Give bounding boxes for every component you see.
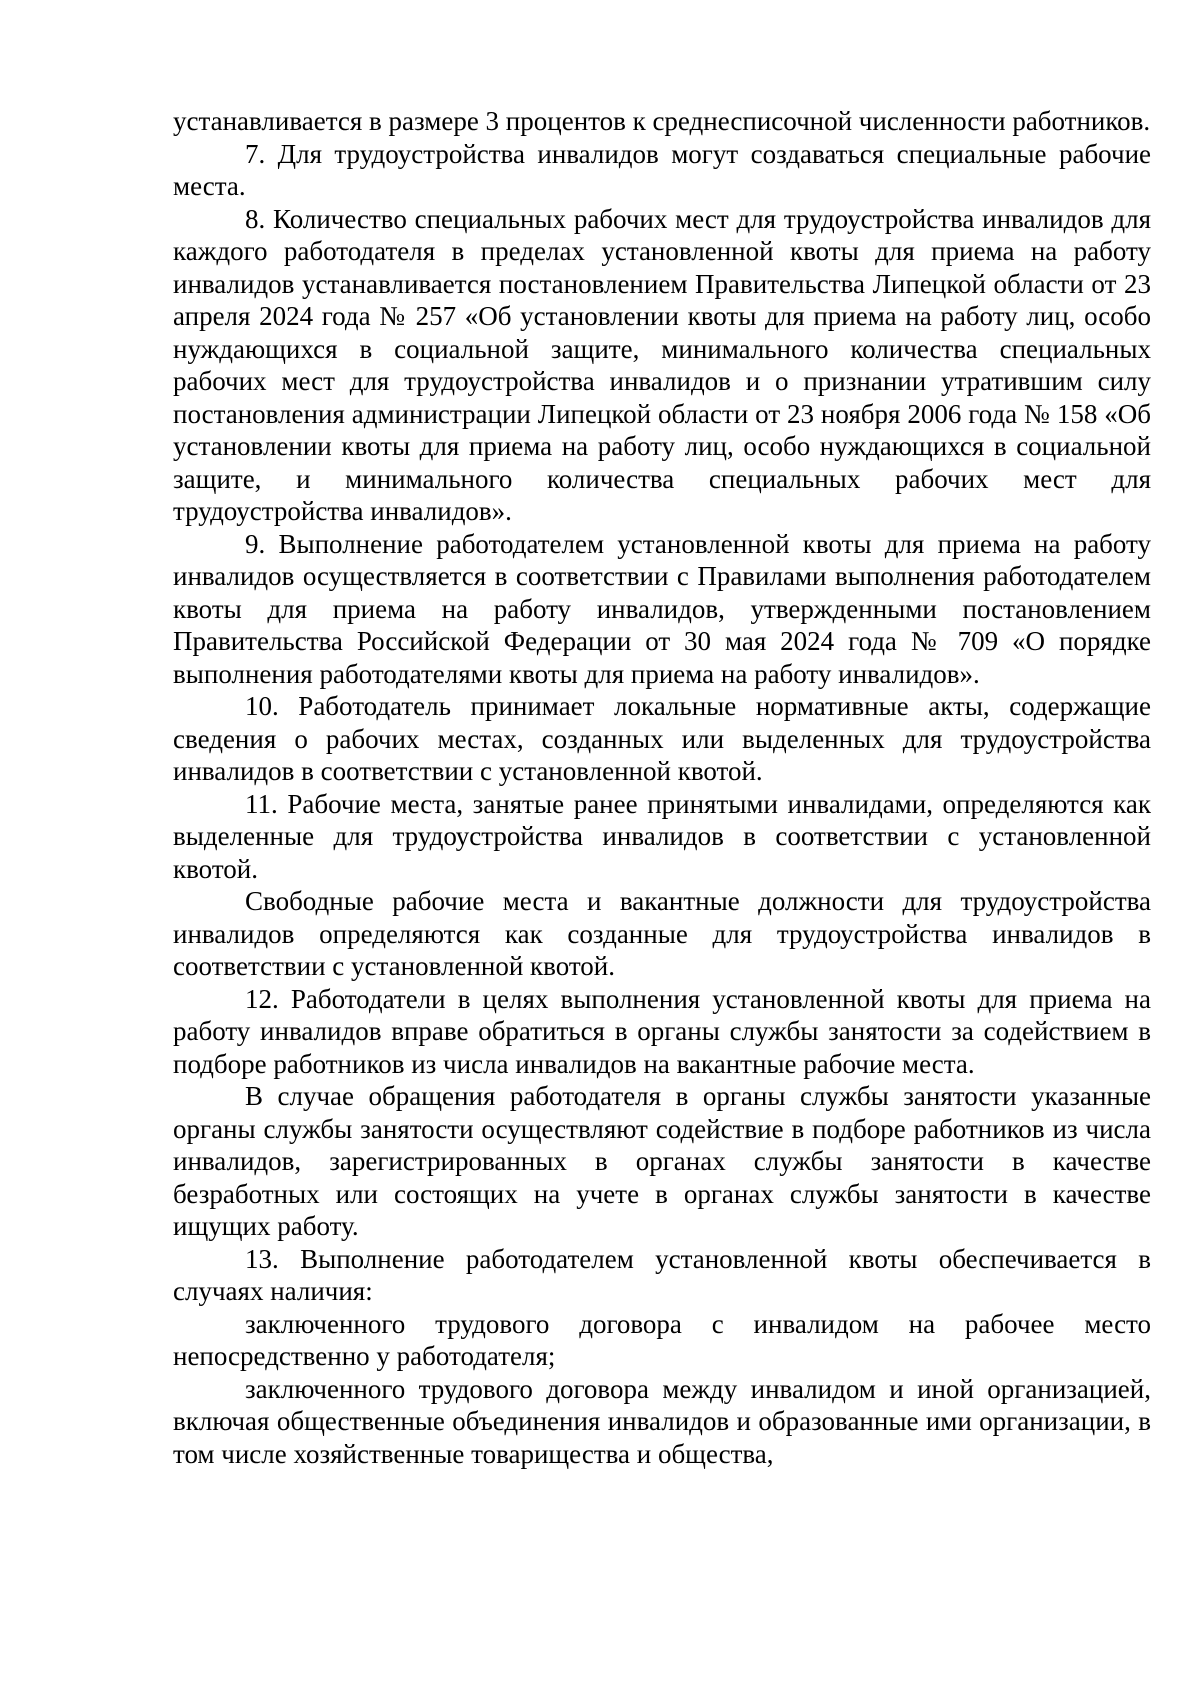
paragraph-contract-other-org: заключенного трудового договора между инвалидом и иной организацией, включая общественные объединения инвалидов и образованные ими организации, в том числе хозяйственные товарищества и общества, (173, 1373, 1151, 1469)
paragraph-quota-size: устанавливается в размере 3 процентов к среднесписочной численности работников. (173, 106, 1151, 136)
paragraph-free-workplaces: Свободные рабочие места и вакантные должности для трудоустройства инвалидов определяются как созданные для трудоустройства инвалидов в соответствии с установленной квотой. (173, 886, 1151, 981)
paragraph-item-9: 9. Выполнение работодателем установленной квоты для приема на работу инвалидов осуществляется в соответствии с Правилами выполнения работодателем квоты для приема на работу инвалидов, утвержденными постановлением Правительства Российской Федерации от 30 мая 2024 года № 709 «О порядке выполнения работодателями квоты для приема на работу инвалидов». (173, 528, 1151, 689)
paragraph-contract-direct: заключенного трудового договора с инвалидом на рабочее место непосредственно у работодателя; (173, 1308, 1151, 1371)
paragraph-item-11: 11. Рабочие места, занятые ранее принятыми инвалидами, определяются как выделенные для трудоустройства инвалидов в соответствии с установленной квотой. (173, 788, 1151, 884)
document-page (173, 105, 1151, 1470)
paragraph-item-8: 8. Количество специальных рабочих мест для трудоустройства инвалидов для каждого работодателя в пределах установленной квоты для приема на работу инвалидов устанавливается постановлением Правительства Липецкой области от 23 апреля 2024 года № 257 «Об установлении квоты для приема на работу лиц, особо нуждающихся в социальной защите, минимального количества специальных рабочих мест для трудоустройства инвалидов и о признании утратившим силу постановления администрации Липецкой области от 23 ноября 2006 года № 158 «Об установлении квоты для приема на работу лиц, особо нуждающихся в социальной защите, и минимального количества специальных рабочих мест для трудоустройства инвалидов». (173, 203, 1151, 526)
paragraph-item-13: 13. Выполнение работодателем установленной квоты обеспечивается в случаях наличия: (173, 1243, 1151, 1306)
paragraph-employment-service: В случае обращения работодателя в органы службы занятости указанные органы службы занятости осуществляют содействие в подборе работников из числа инвалидов, зарегистрированных в органах службы занятости в качестве безработных или состоящих на учете в органах службы занятости в качестве ищущих работу. (173, 1081, 1151, 1241)
paragraph-item-12: 12. Работодатели в целях выполнения установленной квоты для приема на работу инвалидов вправе обратиться в органы службы занятости за содействием в подборе работников из числа инвалидов на вакантные рабочие места. (173, 983, 1151, 1079)
paragraph-item-10: 10. Работодатель принимает локальные нормативные акты, содержащие сведения о рабочих местах, созданных или выделенных для трудоустройства инвалидов в соответствии с установленной квотой. (173, 691, 1151, 786)
paragraph-item-7: 7. Для трудоустройства инвалидов могут создаваться специальные рабочие места. (173, 138, 1151, 201)
